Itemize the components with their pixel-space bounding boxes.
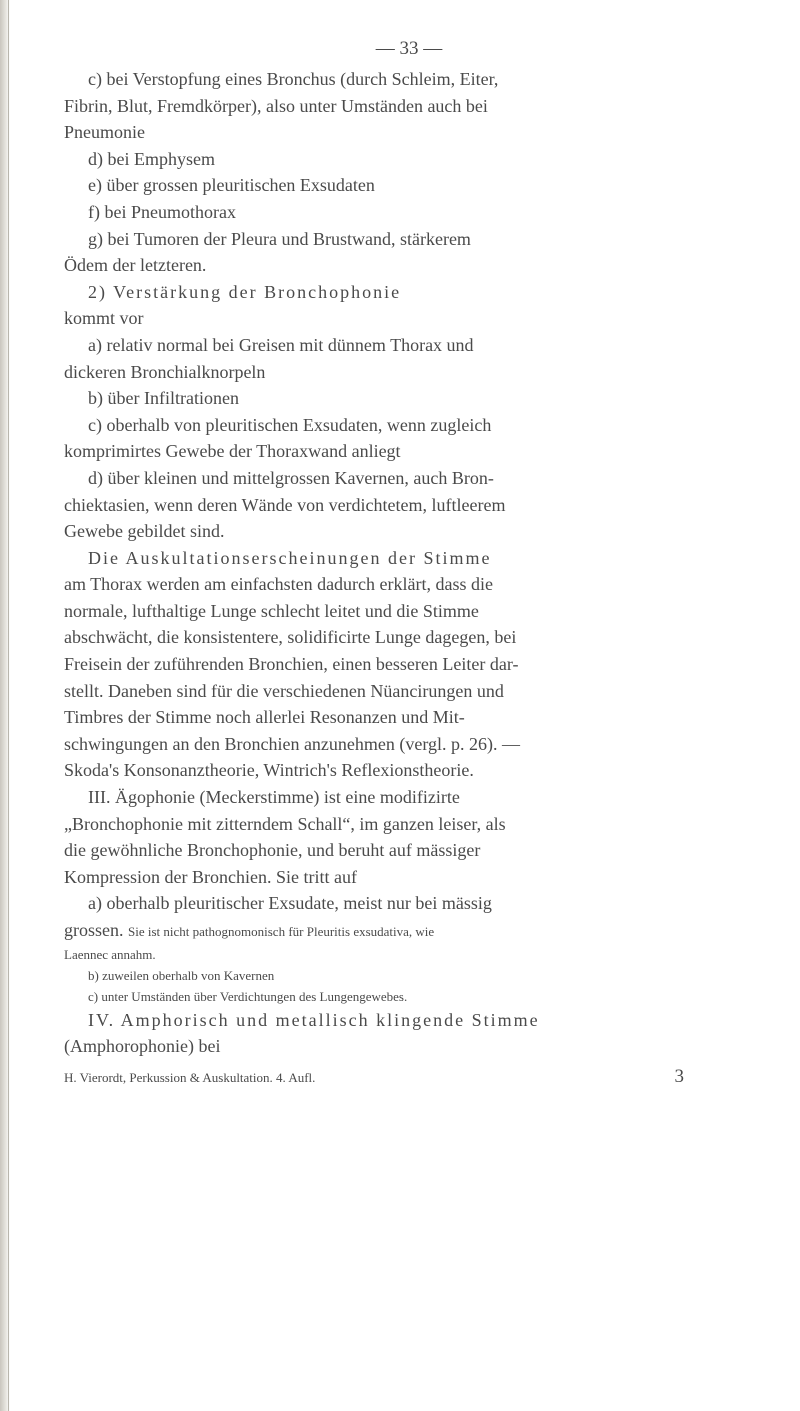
text-line: b) zuweilen oberhalb von Kavernen [88,967,275,983]
text-line: die gewöhnliche Bronchophonie, und beruht auf mässiger [64,840,481,861]
footer-citation: H. Vierordt, Perkussion & Auskultation. 4. Aufl. [64,1069,316,1085]
text-line: g) bei Tumoren der Pleura und Brustwand, stärkerem [88,228,471,249]
mixed-line [64,917,754,944]
text-line: normale, lufthaltige Lunge schlecht leitet und die Stimme [64,600,479,621]
text-line: c) oberhalb von pleuritischen Exsudaten, wenn zugleich [88,414,492,435]
text-line: a) oberhalb pleuritischer Exsudate, meist nur bei mässig [88,893,492,914]
text-line: Freisein der zuführenden Bronchien, einen besseren Leiter dar- [64,654,519,675]
text-line: Kompression der Bronchien. Sie tritt auf [64,866,357,887]
text-line: a) relativ normal bei Greisen mit dünnem Thorax und [88,334,474,355]
footnote-block [64,944,754,1007]
text-line: komprimirtes Gewebe der Thoraxwand anliegt [64,441,401,462]
closing-block [64,1007,754,1060]
text-line: stellt. Daneben sind für die verschiedenen Nüancirungen und [64,680,504,701]
text-line: Timbres der Stimme noch allerlei Resonanzen und Mit- [64,707,465,728]
text-line: c) bei Verstopfung eines Bronchus (durch Schleim, Eiter, [88,69,499,89]
binding-edge [8,0,9,1411]
text-line: b) über Infiltrationen [88,388,239,409]
text-line: chiektasien, wenn deren Wände von verdichtetem, luftleerem [64,494,506,515]
text-line: Gewebe gebildet sind. [64,521,225,542]
text-line: Die Auskultationserscheinungen der Stimme [88,547,492,568]
mixed-line-main: grossen. [64,920,124,940]
mixed-line-note: Sie ist nicht pathognomonisch für Pleuritis exsudativa, wie [128,924,435,939]
text-line: IV. Amphorisch und metallisch klingende Stimme [88,1009,540,1030]
text-line: Fibrin, Blut, Fremdkörper), also unter Umständen auch bei [64,95,488,116]
text-line: Ödem der letzteren. [64,255,207,276]
text-line: (Amphorophonie) bei [64,1036,221,1057]
page-footer [64,1064,684,1092]
text-line: d) bei Emphysem [88,148,215,169]
text-line: c) unter Umständen über Verdichtungen des Lungengewebes. [88,988,408,1004]
page-number: — 33 — [375,38,443,59]
text-line: Skoda's Konsonanztheorie, Wintrich's Reflexionstheorie. [64,760,474,781]
text-line: „Bronchophonie mit zitterndem Schall“, im ganzen leiser, als [64,813,506,834]
document-page [64,0,754,1091]
signature-mark: 3 [674,1065,684,1087]
text-line: d) über kleinen und mittelgrossen Kavernen, auch Bron- [88,467,494,488]
text-line: Pneumonie [64,122,145,143]
text-line: e) über grossen pleuritischen Exsudaten [88,175,375,196]
text-line: Laennec annahm. [64,946,156,962]
text-line: III. Ägophonie (Meckerstimme) ist eine modifizirte [88,787,460,808]
text-line: kommt vor [64,308,144,329]
text-line: f) bei Pneumothorax [88,201,236,222]
text-line: 2) Verstärkung der Bronchophonie [88,281,402,302]
text-line: schwingungen an den Bronchien anzunehmen (vergl. p. 26). — [64,733,521,754]
text-body [64,66,754,917]
text-line: am Thorax werden am einfachsten dadurch erklärt, dass die [64,574,493,595]
text-line: dickeren Bronchialknorpeln [64,361,266,382]
text-line: abschwächt, die konsistentere, solidificirte Lunge dagegen, bei [64,627,517,648]
